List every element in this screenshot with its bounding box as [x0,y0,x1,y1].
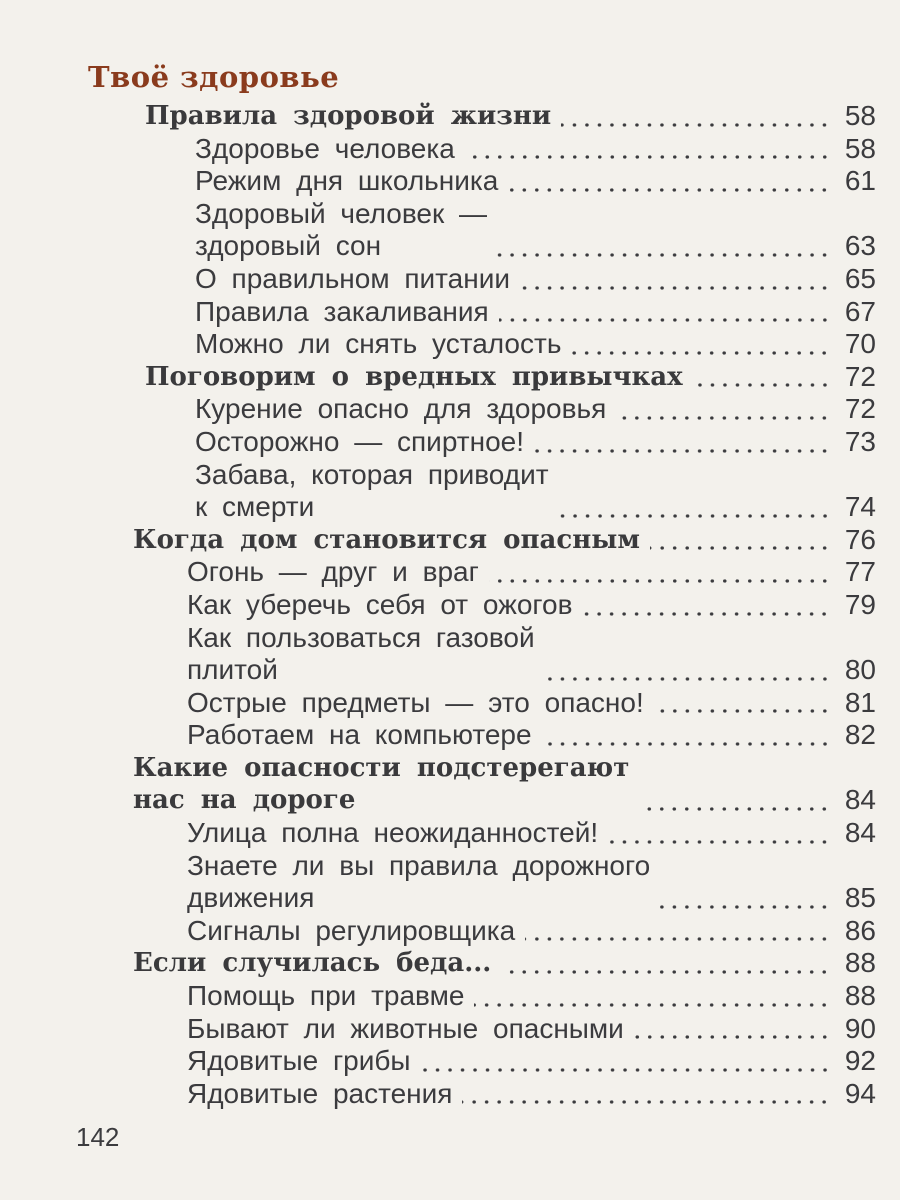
dot-leader [545,677,831,681]
toc-entry-title [187,1013,624,1046]
toc-topic-entry [0,1045,900,1078]
toc-topic-entry [0,165,900,198]
toc-entry-title [187,1045,411,1078]
toc-entry-title-line: Как уберечь себя от ожогов [187,588,573,620]
toc-chapter-entry [0,361,900,394]
toc-page-number: 79 [844,588,876,620]
dot-leader [561,123,831,127]
toc-page-number: 74 [844,491,876,523]
toc-entry-title-line: Ядовитые грибы [187,1045,411,1077]
dot-leader [508,188,831,192]
toc-page-number: 85 [844,882,876,914]
dot-leader [501,970,830,974]
toc-page-number: 73 [844,425,876,457]
toc-entry-title [195,198,487,263]
dot-leader [534,449,831,453]
toc-entry-title [195,133,455,166]
dot-leader [634,1035,831,1039]
dot-leader [465,155,831,159]
toc-page-number: 82 [844,719,876,751]
toc-topic-entry [0,459,900,524]
toc-entry-title-line: Если случилась беда... [133,948,492,979]
toc-page-number: 81 [844,686,876,718]
toc-entry-title [187,556,479,589]
toc-topic-entry [0,198,900,263]
dot-leader [571,351,830,355]
toc-page-number: 84 [844,784,876,816]
toc-topic-entry [0,850,900,915]
dot-leader [474,1003,830,1007]
dot-leader [650,546,831,550]
toc-entry-title [195,426,524,459]
dot-leader [616,416,831,420]
toc-entry-title-line: Как пользоваться газовой [187,621,535,653]
toc-entry-title-line: Работаем на компьютере [187,719,532,751]
toc-entry-title [195,263,510,296]
toc-chapter-entry [0,752,900,817]
dot-leader [639,807,831,811]
toc-page-number: 67 [844,295,876,327]
toc-topic-entry [0,296,900,329]
toc-page-number: 70 [844,328,876,360]
page-number: 142 [76,1122,120,1152]
toc-entry-title [187,980,464,1013]
toc-entry-title-line: Правила здоровой жизни [145,101,552,131]
toc-entry-title [195,165,498,198]
dot-leader [489,579,831,583]
dot-leader [582,612,830,616]
toc-entry-title-line: Забава, которая приводит [195,458,549,490]
toc-entry-title-line: Осторожно — спиртное! [195,425,524,457]
toc-page-number: 80 [844,654,876,686]
toc-entry-title-line: Бывают ли животные опасными [187,1012,624,1044]
toc-chapter-entry [0,947,900,980]
toc-entry-title [187,622,535,687]
toc-page-number: 72 [844,393,876,425]
toc-entry-title-line: Помощь при травме [187,980,465,1012]
toc-topic-entry [0,1013,900,1046]
toc-entry-title-line: к смерти [195,491,315,523]
toc-entry-title-line: Здоровый человек — [195,197,488,229]
toc-entry-title [195,328,561,361]
toc-entry-title [187,687,644,720]
toc-topic-entry [0,556,900,589]
toc-page-number: 63 [844,230,876,262]
toc-entry-title-line: Ядовитые растения [187,1077,453,1109]
toc-entry-title [187,850,650,915]
dot-leader [462,1100,830,1104]
toc-entry-title [187,915,515,948]
toc-entry-title-line: здоровый сон [195,230,382,262]
toc-page-number: 90 [844,1012,876,1044]
toc-topic-entry [0,817,900,850]
dot-leader [693,383,831,387]
dot-leader [499,318,831,322]
toc-topic-entry [0,426,900,459]
toc-topic-entry [0,915,900,948]
toc-topic-entry [0,263,900,296]
toc-entry-title [187,817,598,850]
toc-entry-title [195,393,606,426]
toc-topic-entry [0,1078,900,1111]
toc-topic-entry [0,328,900,361]
toc-entry-title-line: Когда дом становится опасным [133,524,640,555]
dot-leader [421,1068,831,1072]
toc-page-number: 94 [844,1077,876,1109]
toc-entry-title [133,524,640,557]
toc-page-number: 58 [844,132,876,164]
toc-page-number: 77 [844,556,876,588]
toc-entry-title-line: Правила закаливания [195,295,489,327]
dot-leader [497,253,831,257]
toc-page-number: 88 [844,980,876,1012]
toc-topic-entry [0,393,900,426]
dot-leader [608,840,831,844]
toc-entry-title-line: Улица полна неожиданностей! [187,817,599,849]
dot-leader [660,905,831,909]
toc-entry-title-line: Сигналы регулировщика [187,914,516,946]
toc-topic-entry [0,980,900,1013]
toc-page-number: 92 [844,1045,876,1077]
toc-page-number: 88 [844,947,876,979]
table-of-contents [0,100,900,1110]
toc-entry-title-line: плитой [187,654,278,686]
toc-entry-title-line: движения [187,882,315,914]
toc-entry-title-line: О правильном питании [195,262,510,294]
toc-entry-title [145,361,683,394]
toc-entry-title-line: Какие опасности подстерегают [133,752,630,783]
toc-chapter-entry [0,524,900,557]
toc-topic-entry [0,719,900,752]
dot-leader [559,514,831,518]
toc-page-number: 61 [844,165,876,197]
toc-entry-title [133,752,629,817]
dot-leader [542,742,831,746]
toc-entry-title-line: Острые предметы — это опасно! [187,686,644,718]
toc-entry-title-line: Можно ли снять усталость [195,328,562,360]
toc-page-number: 72 [844,360,876,392]
toc-entry-title [187,1078,452,1111]
toc-chapter-entry [0,100,900,133]
toc-entry-title-line: Огонь — друг и враг [187,556,479,588]
dot-leader [654,709,831,713]
toc-topic-entry [0,589,900,622]
toc-entry-title [195,296,489,329]
toc-entry-title [187,589,572,622]
toc-entry-title [187,719,532,752]
toc-page-number: 65 [844,262,876,294]
toc-topic-entry [0,622,900,687]
toc-entry-title-line: Курение опасно для здоровья [195,393,607,425]
toc-entry-title-line: Здоровье человека [195,132,455,164]
toc-entry-title-line: Знаете ли вы правила дорожного [187,849,651,881]
toc-entry-title [133,947,491,980]
toc-page-number: 76 [844,523,876,555]
toc-entry-title-line: Поговорим о вредных привычках [145,361,683,392]
dot-leader [525,937,831,941]
toc-page-number: 58 [844,100,876,131]
toc-entry-title-line: нас на дороге [133,785,356,816]
toc-entry-title-line: Режим дня школьника [195,165,499,197]
section-title: Твоё здоровье [88,60,340,94]
toc-page-number: 86 [844,914,876,946]
dot-leader [520,286,831,290]
toc-topic-entry [0,133,900,166]
toc-entry-title [145,100,551,133]
toc-page-number: 84 [844,817,876,849]
toc-topic-entry [0,687,900,720]
toc-entry-title [195,459,549,524]
